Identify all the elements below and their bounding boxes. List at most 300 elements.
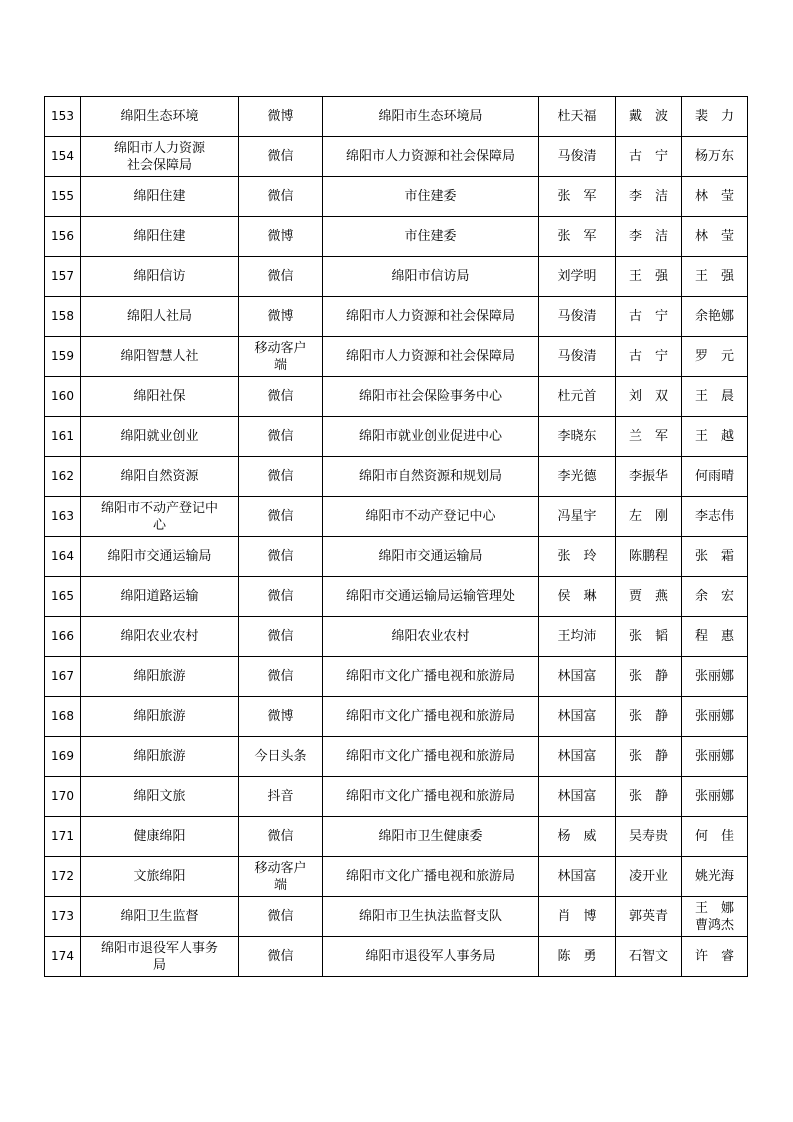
leader-cell-text: 陈 勇 xyxy=(557,949,597,964)
operator-cell xyxy=(682,657,748,697)
row-number-cell xyxy=(45,937,81,977)
operator-cell-text: 姚光海 xyxy=(694,869,734,884)
unit-name-cell xyxy=(323,217,539,257)
supervisor-cell xyxy=(616,97,682,137)
unit-name-cell xyxy=(323,817,539,857)
leader-cell-text: 林国富 xyxy=(557,789,597,804)
supervisor-cell-text: 李 洁 xyxy=(628,229,668,244)
supervisor-cell-text: 王 强 xyxy=(628,269,668,284)
unit-name-cell-text: 绵阳市文化广播电视和旅游局 xyxy=(345,669,515,684)
row-number-cell xyxy=(45,617,81,657)
unit-name-cell xyxy=(323,257,539,297)
row-number-cell xyxy=(45,497,81,537)
leader-cell-text: 林国富 xyxy=(557,669,597,684)
supervisor-cell-text: 刘 双 xyxy=(628,389,668,404)
unit-name-cell-text: 绵阳市信访局 xyxy=(391,269,470,284)
platform-cell-text: 微博 xyxy=(267,309,294,324)
row-number-cell xyxy=(45,377,81,417)
supervisor-cell-text: 贾 燕 xyxy=(628,589,668,604)
row-number-cell-text: 164 xyxy=(51,549,74,563)
leader-cell-text: 杜天福 xyxy=(557,109,597,124)
row-number-cell xyxy=(45,737,81,777)
unit-name-cell xyxy=(323,377,539,417)
platform-cell xyxy=(239,857,323,897)
operator-cell-text: 张丽娜 xyxy=(694,749,734,764)
supervisor-cell xyxy=(616,137,682,177)
platform-cell xyxy=(239,497,323,537)
row-number-cell-text: 171 xyxy=(51,829,74,843)
platform-cell xyxy=(239,617,323,657)
platform-cell xyxy=(239,257,323,297)
unit-name-cell-text: 绵阳市退役军人事务局 xyxy=(365,949,496,964)
table-body xyxy=(45,97,748,977)
row-number-cell-text: 165 xyxy=(51,589,74,603)
leader-cell-text: 林国富 xyxy=(557,749,597,764)
leader-cell-text: 李光德 xyxy=(557,469,597,484)
account-name-cell xyxy=(81,377,239,417)
account-name-cell-text: 绵阳市退役军人事务 局 xyxy=(100,940,218,973)
operator-cell xyxy=(682,377,748,417)
unit-name-cell xyxy=(323,657,539,697)
leader-cell-text: 马俊清 xyxy=(557,309,597,324)
table-row xyxy=(45,577,748,617)
account-name-cell-text: 健康绵阳 xyxy=(133,829,186,844)
operator-cell-text: 罗 元 xyxy=(694,349,734,364)
operator-cell-text: 裴 力 xyxy=(694,109,734,124)
supervisor-cell xyxy=(616,897,682,937)
unit-name-cell-text: 绵阳市卫生健康委 xyxy=(378,829,483,844)
platform-cell xyxy=(239,217,323,257)
platform-cell-text: 微信 xyxy=(267,509,294,524)
unit-name-cell-text: 市住建委 xyxy=(404,189,457,204)
operator-cell-text: 林 莹 xyxy=(694,229,734,244)
account-name-cell-text: 绵阳卫生监督 xyxy=(120,909,199,924)
account-name-cell-text: 绵阳住建 xyxy=(133,189,186,204)
accounts-table xyxy=(44,96,748,977)
account-name-cell-text: 绵阳旅游 xyxy=(133,669,186,684)
table-row xyxy=(45,177,748,217)
row-number-cell-text: 157 xyxy=(51,269,74,283)
row-number-cell xyxy=(45,337,81,377)
leader-cell-text: 王均沛 xyxy=(557,629,597,644)
table-row xyxy=(45,817,748,857)
platform-cell-text: 微信 xyxy=(267,909,294,924)
account-name-cell xyxy=(81,577,239,617)
supervisor-cell-text: 张 静 xyxy=(628,709,668,724)
row-number-cell xyxy=(45,537,81,577)
platform-cell xyxy=(239,537,323,577)
table-row xyxy=(45,777,748,817)
supervisor-cell-text: 戴 波 xyxy=(628,109,668,124)
row-number-cell-text: 155 xyxy=(51,189,74,203)
supervisor-cell-text: 张 静 xyxy=(628,669,668,684)
supervisor-cell xyxy=(616,777,682,817)
platform-cell-text: 微信 xyxy=(267,549,294,564)
account-name-cell xyxy=(81,737,239,777)
supervisor-cell-text: 石智文 xyxy=(628,949,668,964)
operator-cell xyxy=(682,857,748,897)
platform-cell xyxy=(239,337,323,377)
row-number-cell xyxy=(45,177,81,217)
platform-cell xyxy=(239,937,323,977)
platform-cell-text: 微信 xyxy=(267,149,294,164)
operator-cell-text: 程 惠 xyxy=(694,629,734,644)
row-number-cell-text: 169 xyxy=(51,749,74,763)
leader-cell xyxy=(539,697,616,737)
account-name-cell-text: 绵阳住建 xyxy=(133,229,186,244)
table-row xyxy=(45,497,748,537)
operator-cell xyxy=(682,177,748,217)
operator-cell xyxy=(682,497,748,537)
operator-cell-text: 杨万东 xyxy=(694,149,734,164)
supervisor-cell xyxy=(616,457,682,497)
row-number-cell-text: 174 xyxy=(51,949,74,963)
unit-name-cell-text: 绵阳市就业创业促进中心 xyxy=(358,429,502,444)
unit-name-cell-text: 绵阳市不动产登记中心 xyxy=(365,509,496,524)
unit-name-cell-text: 绵阳市生态环境局 xyxy=(378,109,483,124)
account-name-cell xyxy=(81,97,239,137)
unit-name-cell-text: 绵阳市自然资源和规划局 xyxy=(358,469,502,484)
platform-cell-text: 移动客户 端 xyxy=(254,860,307,893)
platform-cell-text: 微信 xyxy=(267,669,294,684)
supervisor-cell-text: 陈鹏程 xyxy=(628,549,668,564)
leader-cell-text: 马俊清 xyxy=(557,349,597,364)
operator-cell xyxy=(682,777,748,817)
platform-cell-text: 微博 xyxy=(267,709,294,724)
platform-cell-text: 微信 xyxy=(267,389,294,404)
supervisor-cell-text: 凌开业 xyxy=(628,869,668,884)
supervisor-cell-text: 古 宁 xyxy=(628,349,668,364)
platform-cell xyxy=(239,817,323,857)
platform-cell-text: 移动客户 端 xyxy=(254,340,307,373)
leader-cell-text: 杨 威 xyxy=(557,829,597,844)
account-name-cell xyxy=(81,257,239,297)
unit-name-cell-text: 绵阳市人力资源和社会保障局 xyxy=(345,149,515,164)
leader-cell xyxy=(539,217,616,257)
account-name-cell xyxy=(81,777,239,817)
supervisor-cell xyxy=(616,217,682,257)
leader-cell xyxy=(539,897,616,937)
platform-cell xyxy=(239,737,323,777)
platform-cell xyxy=(239,137,323,177)
leader-cell xyxy=(539,137,616,177)
platform-cell-text: 微信 xyxy=(267,269,294,284)
table-row xyxy=(45,137,748,177)
account-name-cell xyxy=(81,617,239,657)
supervisor-cell xyxy=(616,697,682,737)
table-row xyxy=(45,857,748,897)
row-number-cell xyxy=(45,897,81,937)
platform-cell-text: 微信 xyxy=(267,629,294,644)
account-name-cell xyxy=(81,137,239,177)
account-name-cell xyxy=(81,657,239,697)
operator-cell-text: 张丽娜 xyxy=(694,709,734,724)
leader-cell xyxy=(539,97,616,137)
supervisor-cell xyxy=(616,377,682,417)
leader-cell-text: 林国富 xyxy=(557,869,597,884)
supervisor-cell-text: 吴寿贵 xyxy=(628,829,668,844)
table-row xyxy=(45,657,748,697)
account-name-cell xyxy=(81,937,239,977)
unit-name-cell xyxy=(323,737,539,777)
supervisor-cell-text: 张 静 xyxy=(628,789,668,804)
supervisor-cell-text: 张 韬 xyxy=(628,629,668,644)
platform-cell-text: 微信 xyxy=(267,469,294,484)
leader-cell xyxy=(539,377,616,417)
leader-cell xyxy=(539,657,616,697)
leader-cell-text: 张 军 xyxy=(557,189,597,204)
supervisor-cell-text: 兰 军 xyxy=(628,429,668,444)
unit-name-cell-text: 绵阳市人力资源和社会保障局 xyxy=(345,349,515,364)
platform-cell xyxy=(239,897,323,937)
account-name-cell xyxy=(81,537,239,577)
table-row xyxy=(45,337,748,377)
row-number-cell xyxy=(45,457,81,497)
platform-cell xyxy=(239,97,323,137)
leader-cell-text: 冯星宇 xyxy=(557,509,597,524)
account-name-cell-text: 绵阳市人力资源 社会保障局 xyxy=(113,140,205,173)
unit-name-cell xyxy=(323,457,539,497)
supervisor-cell xyxy=(616,577,682,617)
leader-cell-text: 刘学明 xyxy=(557,269,597,284)
unit-name-cell xyxy=(323,537,539,577)
row-number-cell xyxy=(45,697,81,737)
operator-cell xyxy=(682,697,748,737)
unit-name-cell xyxy=(323,97,539,137)
operator-cell xyxy=(682,617,748,657)
account-name-cell-text: 绵阳农业农村 xyxy=(120,629,199,644)
unit-name-cell-text: 绵阳市交通运输局运输管理处 xyxy=(345,589,515,604)
row-number-cell-text: 163 xyxy=(51,509,74,523)
supervisor-cell xyxy=(616,537,682,577)
leader-cell xyxy=(539,297,616,337)
table-row xyxy=(45,617,748,657)
leader-cell xyxy=(539,177,616,217)
operator-cell-text: 张 霜 xyxy=(694,549,734,564)
account-name-cell-text: 绵阳人社局 xyxy=(126,309,192,324)
account-name-cell-text: 绵阳旅游 xyxy=(133,749,186,764)
operator-cell xyxy=(682,137,748,177)
platform-cell-text: 微信 xyxy=(267,429,294,444)
row-number-cell xyxy=(45,217,81,257)
supervisor-cell xyxy=(616,177,682,217)
operator-cell xyxy=(682,257,748,297)
leader-cell xyxy=(539,617,616,657)
table-row xyxy=(45,737,748,777)
operator-cell xyxy=(682,217,748,257)
operator-cell xyxy=(682,817,748,857)
account-name-cell xyxy=(81,337,239,377)
row-number-cell-text: 158 xyxy=(51,309,74,323)
leader-cell-text: 马俊清 xyxy=(557,149,597,164)
operator-cell xyxy=(682,97,748,137)
leader-cell xyxy=(539,537,616,577)
account-name-cell-text: 绵阳信访 xyxy=(133,269,186,284)
account-name-cell-text: 绵阳就业创业 xyxy=(120,429,199,444)
account-name-cell-text: 绵阳市交通运输局 xyxy=(107,549,212,564)
leader-cell-text: 侯 琳 xyxy=(557,589,597,604)
supervisor-cell xyxy=(616,257,682,297)
platform-cell xyxy=(239,577,323,617)
table-row xyxy=(45,457,748,497)
platform-cell-text: 微信 xyxy=(267,189,294,204)
table-row xyxy=(45,297,748,337)
leader-cell xyxy=(539,337,616,377)
account-name-cell-text: 绵阳生态环境 xyxy=(120,109,199,124)
unit-name-cell xyxy=(323,777,539,817)
row-number-cell xyxy=(45,97,81,137)
operator-cell-text: 张丽娜 xyxy=(694,789,734,804)
unit-name-cell xyxy=(323,297,539,337)
row-number-cell-text: 159 xyxy=(51,349,74,363)
operator-cell xyxy=(682,897,748,937)
unit-name-cell-text: 绵阳市文化广播电视和旅游局 xyxy=(345,869,515,884)
supervisor-cell-text: 李振华 xyxy=(628,469,668,484)
supervisor-cell xyxy=(616,937,682,977)
table-row xyxy=(45,417,748,457)
table-row xyxy=(45,537,748,577)
unit-name-cell xyxy=(323,497,539,537)
account-name-cell-text: 绵阳文旅 xyxy=(133,789,186,804)
platform-cell-text: 微信 xyxy=(267,949,294,964)
operator-cell-text: 何雨晴 xyxy=(694,469,734,484)
operator-cell-text: 林 莹 xyxy=(694,189,734,204)
row-number-cell xyxy=(45,777,81,817)
platform-cell xyxy=(239,457,323,497)
table-row xyxy=(45,377,748,417)
unit-name-cell-text: 绵阳市文化广播电视和旅游局 xyxy=(345,709,515,724)
operator-cell xyxy=(682,297,748,337)
leader-cell xyxy=(539,257,616,297)
operator-cell-text: 余艳娜 xyxy=(694,309,734,324)
row-number-cell xyxy=(45,257,81,297)
account-name-cell xyxy=(81,897,239,937)
platform-cell xyxy=(239,177,323,217)
unit-name-cell-text: 市住建委 xyxy=(404,229,457,244)
unit-name-cell-text: 绵阳市卫生执法监督支队 xyxy=(358,909,502,924)
supervisor-cell-text: 郭英青 xyxy=(628,909,668,924)
supervisor-cell xyxy=(616,817,682,857)
account-name-cell xyxy=(81,697,239,737)
platform-cell-text: 今日头条 xyxy=(254,749,307,764)
leader-cell-text: 肖 博 xyxy=(557,909,597,924)
account-name-cell xyxy=(81,457,239,497)
platform-cell-text: 微信 xyxy=(267,829,294,844)
operator-cell xyxy=(682,417,748,457)
supervisor-cell-text: 古 宁 xyxy=(628,149,668,164)
operator-cell xyxy=(682,937,748,977)
row-number-cell xyxy=(45,577,81,617)
platform-cell xyxy=(239,377,323,417)
table-row xyxy=(45,257,748,297)
leader-cell-text: 张 军 xyxy=(557,229,597,244)
platform-cell-text: 微信 xyxy=(267,589,294,604)
platform-cell-text: 微博 xyxy=(267,109,294,124)
platform-cell xyxy=(239,657,323,697)
table-row xyxy=(45,97,748,137)
account-name-cell xyxy=(81,297,239,337)
unit-name-cell xyxy=(323,417,539,457)
leader-cell xyxy=(539,577,616,617)
row-number-cell-text: 173 xyxy=(51,909,74,923)
row-number-cell-text: 161 xyxy=(51,429,74,443)
operator-cell-text: 王 强 xyxy=(694,269,734,284)
supervisor-cell-text: 张 静 xyxy=(628,749,668,764)
operator-cell-text: 王 晨 xyxy=(694,389,734,404)
table-row xyxy=(45,217,748,257)
unit-name-cell-text: 绵阳市人力资源和社会保障局 xyxy=(345,309,515,324)
leader-cell xyxy=(539,857,616,897)
unit-name-cell xyxy=(323,937,539,977)
operator-cell xyxy=(682,337,748,377)
operator-cell xyxy=(682,537,748,577)
row-number-cell-text: 167 xyxy=(51,669,74,683)
operator-cell-text: 余 宏 xyxy=(694,589,734,604)
supervisor-cell xyxy=(616,617,682,657)
unit-name-cell-text: 绵阳市文化广播电视和旅游局 xyxy=(345,789,515,804)
row-number-cell xyxy=(45,817,81,857)
leader-cell xyxy=(539,457,616,497)
operator-cell-text: 许 睿 xyxy=(694,949,734,964)
operator-cell xyxy=(682,737,748,777)
row-number-cell xyxy=(45,857,81,897)
supervisor-cell xyxy=(616,337,682,377)
row-number-cell-text: 170 xyxy=(51,789,74,803)
row-number-cell xyxy=(45,657,81,697)
row-number-cell-text: 162 xyxy=(51,469,74,483)
leader-cell xyxy=(539,497,616,537)
account-name-cell xyxy=(81,497,239,537)
unit-name-cell xyxy=(323,137,539,177)
unit-name-cell-text: 绵阳农业农村 xyxy=(391,629,470,644)
operator-cell-text: 王 越 xyxy=(694,429,734,444)
unit-name-cell-text: 绵阳市交通运输局 xyxy=(378,549,483,564)
unit-name-cell xyxy=(323,617,539,657)
table-row xyxy=(45,937,748,977)
leader-cell xyxy=(539,737,616,777)
account-name-cell xyxy=(81,817,239,857)
operator-cell xyxy=(682,457,748,497)
operator-cell xyxy=(682,577,748,617)
row-number-cell-text: 172 xyxy=(51,869,74,883)
operator-cell-text: 王 娜 曹鸿杰 xyxy=(694,900,734,933)
operator-cell-text: 张丽娜 xyxy=(694,669,734,684)
row-number-cell xyxy=(45,137,81,177)
leader-cell-text: 张 玲 xyxy=(557,549,597,564)
account-name-cell-text: 绵阳道路运输 xyxy=(120,589,199,604)
row-number-cell-text: 156 xyxy=(51,229,74,243)
supervisor-cell-text: 古 宁 xyxy=(628,309,668,324)
row-number-cell-text: 154 xyxy=(51,149,74,163)
unit-name-cell xyxy=(323,337,539,377)
table-row xyxy=(45,897,748,937)
account-name-cell-text: 绵阳旅游 xyxy=(133,709,186,724)
supervisor-cell xyxy=(616,857,682,897)
unit-name-cell xyxy=(323,577,539,617)
account-name-cell-text: 绵阳市不动产登记中 心 xyxy=(100,500,218,533)
row-number-cell-text: 168 xyxy=(51,709,74,723)
unit-name-cell-text: 绵阳市社会保险事务中心 xyxy=(358,389,502,404)
supervisor-cell-text: 左 刚 xyxy=(628,509,668,524)
unit-name-cell-text: 绵阳市文化广播电视和旅游局 xyxy=(345,749,515,764)
account-name-cell xyxy=(81,217,239,257)
platform-cell xyxy=(239,777,323,817)
account-name-cell xyxy=(81,177,239,217)
account-name-cell-text: 绵阳社保 xyxy=(133,389,186,404)
leader-cell-text: 杜元首 xyxy=(557,389,597,404)
supervisor-cell xyxy=(616,297,682,337)
platform-cell xyxy=(239,697,323,737)
